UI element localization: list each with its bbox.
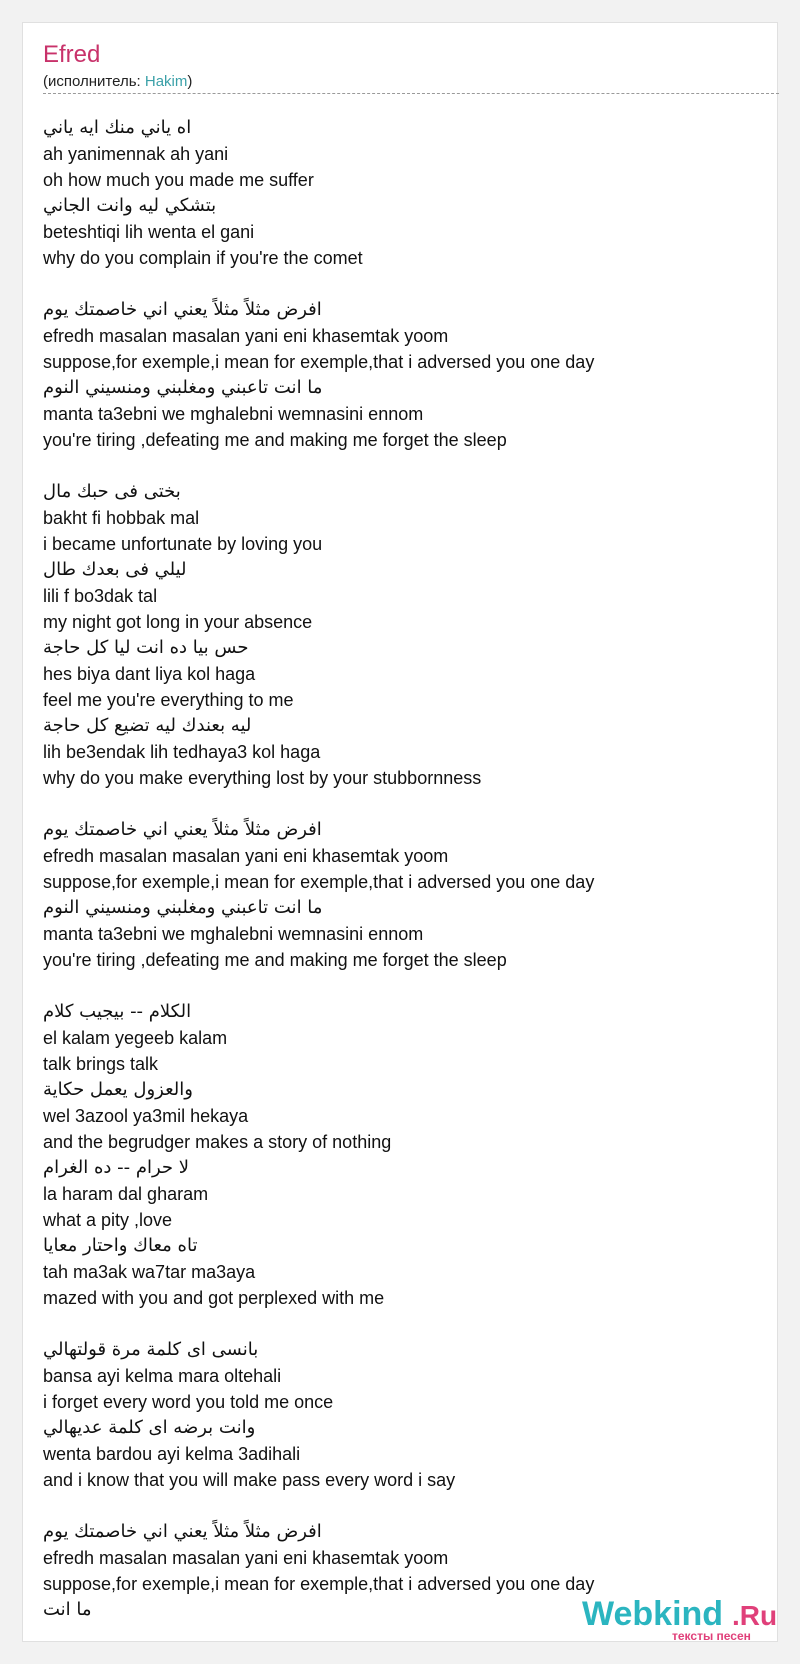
lyric-line: والعزول يعمل حكاية [43, 1079, 193, 1100]
lyric-line: you're tiring ,defeating me and making me forget the sleep [43, 430, 507, 450]
lyric-line: i became unfortunate by loving you [43, 534, 323, 554]
lyric-line: efredh masalan masalan yani eni khasemtak yoom [43, 846, 449, 866]
lyric-line: el kalam yegeeb kalam [43, 1028, 228, 1048]
lyric-line: tah ma3ak wa7tar ma3aya [43, 1262, 256, 1282]
lyric-line: manta ta3ebni we mghalebni wemnasini ennom [43, 924, 424, 944]
lyric-line: ما انت تاعبني ومغلبني ومنسيني النوم [43, 897, 323, 918]
lyric-line: ما انت [43, 1599, 92, 1620]
lyrics-body [43, 115, 763, 1623]
lyric-line: افرض مثلاً مثلاً يعني اني خاصمتك يوم [43, 1521, 322, 1542]
lyric-line: wenta bardou ayi kelma 3adihali [43, 1444, 301, 1464]
lyric-line: الكلام -- بيجيب كلام [43, 1001, 192, 1022]
title-divider [43, 93, 779, 94]
lyric-blank-line [43, 973, 763, 999]
lyric-line: feel me you're everything to me [43, 690, 294, 710]
lyric-line: wel 3azool ya3mil hekaya [43, 1106, 249, 1126]
lyric-line: why do you complain if you're the comet [43, 248, 363, 268]
lyric-line: افرض مثلاً مثلاً يعني اني خاصمتك يوم [43, 819, 322, 840]
lyric-line: اه ياني منك ايه ياني [43, 117, 192, 138]
lyric-line: ليه بعندك ليه تضيع كل حاجة [43, 715, 252, 736]
lyric-line: la haram dal gharam [43, 1184, 209, 1204]
lyric-line: بتشكي ليه وانت الجاني [43, 195, 217, 216]
lyric-line: and the begrudger makes a story of nothing [43, 1132, 392, 1152]
lyric-line: efredh masalan masalan yani eni khasemtak yoom [43, 326, 449, 346]
lyric-line: manta ta3ebni we mghalebni wemnasini ennom [43, 404, 424, 424]
lyric-line: suppose,for exemple,i mean for exemple,that i adversed you one day [43, 872, 595, 892]
watermark-tagline: тексты песен [672, 1629, 751, 1643]
lyric-line: ليلي فى بعدك طال [43, 559, 187, 580]
watermark-tld: .Ru [732, 1600, 778, 1631]
lyric-blank-line [43, 1311, 763, 1337]
lyric-line: لا حرام -- ده الغرام [43, 1157, 190, 1178]
lyric-blank-line [43, 453, 763, 479]
lyric-line: bakht fi hobbak mal [43, 508, 200, 528]
lyric-line: lili f bo3dak tal [43, 586, 158, 606]
artist-line [43, 73, 192, 91]
lyric-line: افرض مثلاً مثلاً يعني اني خاصمتك يوم [43, 299, 322, 320]
lyric-line: bansa ayi kelma mara oltehali [43, 1366, 282, 1386]
lyric-line: hes biya dant liya kol haga [43, 664, 256, 684]
artist-link[interactable]: Hakim [144, 73, 188, 90]
artist-prefix: (исполнитель: [43, 73, 145, 90]
lyric-blank-line [43, 791, 763, 817]
lyric-line: why do you make everything lost by your stubbornness [43, 768, 482, 788]
lyric-line: بانسى اى كلمة مرة قولتهالي [43, 1339, 259, 1360]
song-title: Efred [43, 41, 101, 68]
lyric-line: efredh masalan masalan yani eni khasemtak yoom [43, 1548, 449, 1568]
lyric-blank-line [43, 271, 763, 297]
lyric-line: ما انت تاعبني ومغلبني ومنسيني النوم [43, 377, 323, 398]
lyric-line: suppose,for exemple,i mean for exemple,that i adversed you one day [43, 352, 595, 372]
lyric-line: تاه معاك واحتار معايا [43, 1235, 198, 1256]
webkind-watermark [582, 1596, 782, 1644]
lyrics-card [22, 22, 778, 1642]
lyric-line: my night got long in your absence [43, 612, 313, 632]
lyric-line: and i know that you will make pass every word i say [43, 1470, 456, 1490]
lyric-line: oh how much you made me suffer [43, 170, 314, 190]
lyric-blank-line [43, 1493, 763, 1519]
lyric-line: lih be3endak lih tedhaya3 kol haga [43, 742, 321, 762]
lyric-line: بختى فى حبك مال [43, 481, 181, 502]
lyric-line: beteshtiqi lih wenta el gani [43, 222, 255, 242]
lyric-line: وانت برضه اى كلمة عديهالي [43, 1417, 256, 1438]
artist-suffix: ) [187, 73, 193, 90]
lyric-line: حس بيا ده انت ليا كل حاجة [43, 637, 249, 658]
lyric-line: ah yanimennak ah yani [43, 144, 229, 164]
watermark-brand: Webkind [582, 1595, 724, 1633]
lyric-line: i forget every word you told me once [43, 1392, 334, 1412]
lyric-line: what a pity ,love [43, 1210, 173, 1230]
lyric-line: you're tiring ,defeating me and making me forget the sleep [43, 950, 507, 970]
lyric-line: suppose,for exemple,i mean for exemple,that i adversed you one day [43, 1574, 595, 1594]
lyric-line: mazed with you and got perplexed with me [43, 1288, 385, 1308]
lyric-line: talk brings talk [43, 1054, 159, 1074]
